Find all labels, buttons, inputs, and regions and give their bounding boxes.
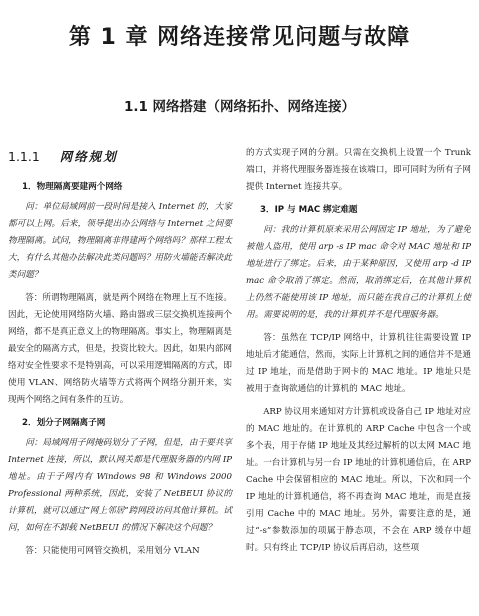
answer-2-continued: 的方式实现子网的分割。只需在交换机上设置一个 Trunk 端口，并将代理服务器连接在该端口，即可同时为所有子网提供 Internet 连接共享。 [246, 148, 471, 192]
right-column [246, 145, 471, 563]
question-1: 问：单位局域网前一段时间是接入 Internet 的，大家都可以上网。后来，领导提出办公网络与 Internet 之间要物理隔离。试问，物理隔离非得建两个网络吗？那样工程太大，有什么其他办法解决此类问题吗？用防火墙能否解决此类问题？ [8, 202, 232, 280]
subsection-title: 网络规划 [59, 149, 118, 164]
answer-2: 答：只能使用可网管交换机，采用划分 VLAN [25, 546, 200, 556]
question-heading-3: 3．IP 与 MAC 绑定难题 [260, 205, 358, 215]
answer-3-part-1: 答：虽然在 TCP/IP 网络中，计算机往往需要设置 IP 地址后才能通信，然而，实际上计算机之间的通信并不是通过 IP 地址，而是借助于网卡的 MAC 地址。IP 地址只是被用于查询欲通信的计算机的 MAC 地址。 [246, 333, 471, 394]
question-2: 问：局域网用子网掩码划分了子网，但是，由于要共享 Internet 连接，所以，默认网关都是代理服务器的内网 IP 地址。由于子网内有 Windows 98 和 Windows 2000 Professional 两种系统，因此，安装了 NetBEUI 协议的计算机，就可以通过“网上邻居”跨网段访问其他计算机。试问，如何在不卸载 NetBEUI 的情况下解决这个问题？ [8, 438, 232, 533]
subsection-number: 1.1.1 [8, 149, 40, 164]
left-column [8, 148, 232, 566]
question-3: 问：我的计算机原来采用公网固定 IP 地址，为了避免被他人盗用，使用 arp -s IP mac 命令对 MAC 地址和 IP 地址进行了绑定。后来，由于某种原因，又使用 arp -d IP mac 命令取消了绑定。然而，取消绑定后，在其他计算机上仍然不能使用该 IP 地址，而只能在我自己的计算机上使用。需要说明的是，我的计算机并不是代理服务器。 [246, 225, 471, 320]
section-title: 1.1 网络搭建（网络拓扑、网络连接） [123, 99, 356, 115]
question-heading-1: 1．物理隔离要建两个网络 [22, 182, 123, 192]
chapter-title: 第 1 章 网络连接常见问题与故障 [68, 25, 411, 50]
answer-1: 答：所谓物理隔离，就是两个网络在物理上互不连接。因此，无论使用网络防火墙、路由器或三层交换机连接两个网络，都不是真正意义上的物理隔离。事实上，物理隔离是最安全的隔离方式，但是，投资比较大。因此，如果内部网络对安全性要求不是特别高，可以采用逻辑隔离的方式，即使用 VLAN、网络防火墙等方式将两个网络分割开来，实现两个网络之间有条件的互访。 [8, 293, 232, 405]
answer-3-part-2: ARP 协议用来通知对方计算机或设备自己 IP 地址对应的 MAC 地址的。在计算机的 ARP Cache 中包含一个或多个表，用于存储 IP 地址及其经过解析的以太网 MAC 地址。一台计算机与另一台 IP 地址的计算机通信后，在 ARP Cache 中会保留相应的 MAC 地址。所以，下次和同一个 IP 地址的计算机通信，将不再查询 MAC 地址，而是直接引用 Cache 中的 MAC 地址。另外，需要注意的是，通过“-s”参数添加的项属于静态项，不会在 ARP 缓存中超时。只有终止 TCP/IP 协议后再启动，这些项 [246, 407, 471, 553]
subsection-heading [8, 148, 232, 165]
question-heading-2: 2．划分子网隔离子网 [22, 418, 106, 428]
